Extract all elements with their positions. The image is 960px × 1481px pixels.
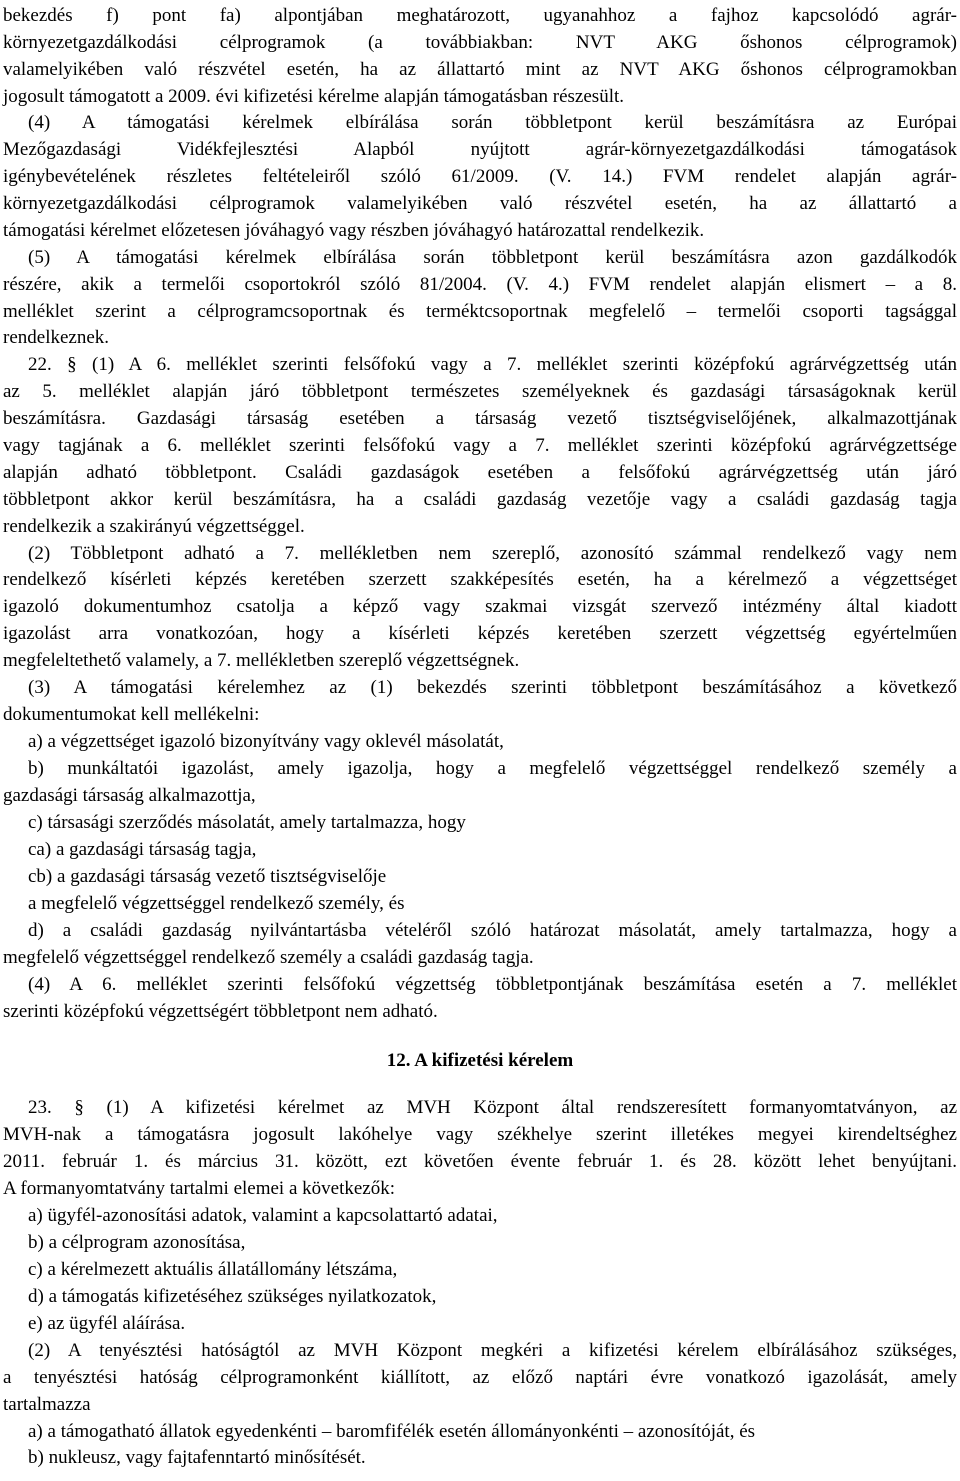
text-line: d) a családi gazdaság nyilvántartásba vételéről szóló határozat másolatát, amely tartalmazza, hogy a [28,920,957,941]
text-line: támogatási kérelmet előzetesen jóváhagyó vagy részben jóváhagyó határozattal rendelkezik. [3,220,705,241]
text-line: szerinti középfokú végzettségért többletpont nem adható. [3,1001,438,1022]
text-line: többletpont akkor kerül beszámításra, ha a családi gazdaság vezetője vagy a családi gazdaság tagja [3,489,957,510]
text-line: részére, akik a termelői csoportokról szóló 81/2004. (V. 4.) FVM rendelet alapján elismert – a 8. [3,274,957,295]
text-line: vagy tagjának a 6. melléklet szerinti felsőfokú vagy a 7. melléklet szerinti középfokú agrárvégzettsége [3,435,957,456]
text-line: a) a támogatható állatok egyedenkénti – baromfifélék esetén állományonkénti – azonosítóját, és [28,1421,756,1442]
text-line: rendelkezik a szakirányú végzettséggel. [3,516,305,537]
text-line: beszámításra. Gazdasági társaság esetében a társaság vezető tisztségviselőjének, alkalmazottjának [3,408,957,429]
text-line: környezetgazdálkodási célprogramok valamelyikében való részvétel esetén, ha az állattartó a [3,193,957,214]
text-line: igénybevételének részletes feltételeiről szóló 61/2009. (V. 14.) FVM rendelet alapján agrár- [3,166,957,187]
text-line: 22. § (1) A 6. melléklet szerinti felsőfokú vagy a 7. melléklet szerinti középfokú agrárvégzettség után [28,354,957,375]
text-line: b) nukleusz, vagy fajtafenntartó minősítését. [28,1447,366,1468]
text-line: c) társasági szerződés másolatát, amely tartalmazza, hogy [28,812,466,833]
text-line: dokumentumokat kell mellékelni: [3,704,260,725]
text-line: c) a kérelmezett aktuális állatállomány létszáma, [28,1259,398,1280]
text-line: bekezdés f) pont fa) alpontjában meghatározott, ugyanahhoz a fajhoz kapcsolódó agrár- [3,5,957,26]
text-line: (4) A 6. melléklet szerinti felsőfokú végzettség többletpontjának beszámítása esetén a 7. melléklet [28,974,957,995]
text-line: d) a támogatás kifizetéséhez szükséges nyilatkozatok, [28,1286,437,1307]
text-line: MVH-nak a támogatásra jogosult lakóhelye vagy székhelye szerint illetékes megyei kirendeltséghez [3,1124,957,1145]
text-line: gazdasági társaság alkalmazottja, [3,785,256,806]
text-line: az 5. melléklet alapján járó többletpont természetes személyeknek és gazdasági társaságoknak kerül [3,381,957,402]
text-line: megfelelő végzettséggel rendelkező személy a családi gazdaság tagja. [3,947,534,968]
text-line: ca) a gazdasági társaság tagja, [28,839,257,860]
text-line: b) a célprogram azonosítása, [28,1232,246,1253]
text-line: (2) Többletpont adható a 7. mellékletben nem szereplő, azonosító számmal rendelkező vagy nem [28,543,957,564]
text-line: e) az ügyfél aláírása. [28,1313,186,1334]
text-line: melléklet szerint a célprogramcsoportnak és terméktcsoportnak megfelelő – termelői csoporti tagsággal [3,301,957,322]
text-line: megfeleltethető valamely, a 7. mellékletben szereplő végzettségnek. [3,650,520,671]
text-line: 2011. február 1. és március 31. között, ezt követően évente február 1. és 28. között lehet benyújtani. [3,1151,957,1172]
text-line: a tenyésztési hatóság célprogramonként kiállított, az előző naptári évre vonatkozó igazolását, amely [3,1367,957,1388]
text-line: 23. § (1) A kifizetési kérelmet az MVH Központ által rendszeresített formanyomtatványon, az [28,1097,957,1118]
text-line: jogosult támogatott a 2009. évi kifizetési kérelme alapján támogatásban részesült. [3,86,624,107]
text-line: (5) A támogatási kérelmek elbírálása során többletpont kerül beszámításra azon gazdálkodók [28,247,957,268]
text-line: tartalmazza [3,1394,91,1415]
text-line: a) ügyfél-azonosítási adatok, valamint a kapcsolattartó adatai, [28,1205,498,1226]
section-heading: 12. A kifizetési kérelem [386,1050,574,1071]
text-line: a) a végzettséget igazoló bizonyítvány vagy oklevél másolatát, [28,731,504,752]
text-line: cb) a gazdasági társaság vezető tisztségviselője [28,866,387,887]
text-line: A formanyomtatvány tartalmi elemei a következők: [3,1178,396,1199]
text-line: alapján adható többletpont. Családi gazdaságok esetében a felsőfokú agrárvégzettség után járó [3,462,957,483]
text-line: igazolást arra vonatkozóan, hogy a kísérleti képzés keretében szerzett végzettség egyértelműen [3,623,957,644]
text-line: (4) A támogatási kérelmek elbírálása során többletpont kerül beszámításra az Európai [28,112,957,133]
text-line: (2) A tenyésztési hatóságtól az MVH Központ megkéri a kifizetési kérelem elbírálásához szükséges, [28,1340,957,1361]
text-line: környezetgazdálkodási célprogramok (a továbbiakban: NVT AKG őshonos célprogramok) [3,32,957,53]
text-line: rendelkező kísérleti képzés keretében szerzett szakképesítés esetén, ha a kérelmező a végzettséget [3,569,957,590]
text-line: b) munkáltatói igazolást, amely igazolja, hogy a megfelelő végzettséggel rendelkező személy a [28,758,957,779]
text-line: Mezőgazdasági Vidékfejlesztési Alapból nyújtott agrár-környezetgazdálkodási támogatások [3,139,957,160]
text-line: a megfelelő végzettséggel rendelkező személy, és [28,893,405,914]
text-line: rendelkeznek. [3,327,110,348]
text-line: (3) A támogatási kérelemhez az (1) bekezdés szerinti többletpont beszámításához a következő [28,677,957,698]
text-line: valamelyikében való részvétel esetén, ha az állattartó mint az NVT AKG őshonos célprogramokban [3,59,957,80]
text-line: igazoló dokumentumhoz csatolja a képző vagy szakmai vizsgát szervező intézmény által kiadott [3,596,957,617]
